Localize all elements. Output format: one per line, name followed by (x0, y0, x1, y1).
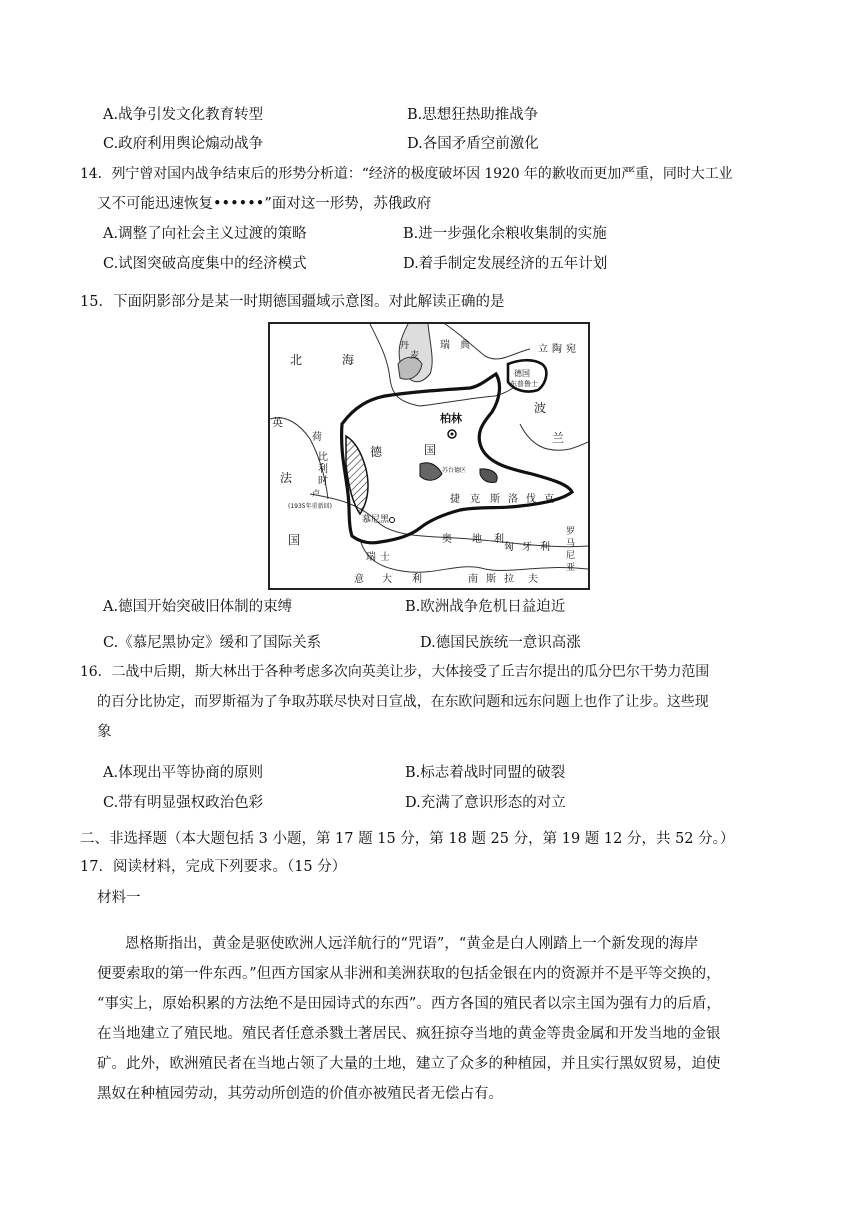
map-label-berlin: 柏林 (440, 412, 462, 425)
map-label-luxembourg: 卢 (312, 489, 320, 498)
map-label-czech-6: 克 (544, 494, 554, 505)
map-label-denmark-1: 丹 (400, 341, 410, 351)
map-label-belgium-2: 利 (318, 464, 328, 475)
section2-heading: 二、非选择题（本大题包括 3 小题，第 17 题 15 分，第 18 题 25 分，第 19 题 12 分，共 52 分。） (80, 831, 735, 847)
q17-stem: 17．阅读材料，完成下列要求。（15 分） (80, 859, 347, 875)
map-label-austria-2: 地 (472, 534, 482, 545)
map-label-sweden-2: 典 (460, 340, 470, 351)
material-1-title: 材料一 (97, 890, 141, 906)
map-label-austria-3: 利 (494, 534, 504, 545)
q16-option-b: B.标志着战时同盟的破裂 (405, 765, 566, 781)
q15-option-a: A.德国开始突破旧体制的束缚 (103, 599, 293, 615)
map-label-belgium-3: 时 (318, 476, 328, 487)
map-label-east-prussia: 东普鲁士 (510, 380, 538, 388)
map-label-belgium-1: 比 (318, 452, 328, 463)
map-label-france-2: 国 (288, 533, 301, 547)
map-label-lithuania-1: 立 (538, 344, 548, 355)
material-paragraph-line6: 黑奴在种植园劳动，其劳动所创造的价值亦被殖民者无偿占有。 (97, 1086, 503, 1102)
material-paragraph-line2: 便要索取的第一件东西。”但西方国家从非洲和美洲获取的包括金银在内的资源并不是平等交换的， (97, 966, 721, 982)
map-label-italy-3: 利 (412, 574, 422, 585)
q16-option-d: D.充满了意识形态的对立 (405, 795, 566, 811)
map-label-yugoslavia-2: 斯 (486, 574, 496, 585)
map-label-munich: 慕尼黑 (362, 515, 390, 525)
germany-territory-map (268, 322, 590, 590)
map-label-saar-note: (1935年重新回) (288, 503, 332, 510)
map-drawing (270, 324, 588, 588)
map-label-sudetenland: 苏台德区 (442, 467, 467, 474)
map-label-netherlands: 荷 (312, 432, 322, 443)
map-label-britain: 英 (272, 416, 283, 429)
q14-stem-line2: 又不可能迅速恢复••••••”面对这一形势，苏俄政府 (97, 196, 432, 212)
map-label-yugoslavia-4: 夫 (528, 574, 538, 585)
q14-option-d: D.着手制定发展经济的五年计划 (403, 256, 608, 272)
map-label-romania-1: 罗 (566, 527, 576, 537)
q16-stem-line1: 16．二战中后期，斯大林出于各种考虑多次向英美让步，大体接受了丘吉尔提出的瓜分巴尔干势力范围 (80, 664, 710, 680)
map-label-hungary-3: 利 (540, 542, 550, 553)
map-label-czech-4: 洛 (508, 494, 518, 505)
q13-option-a: A.战争引发文化教育转型 (103, 107, 264, 123)
map-label-romania-2: 马 (566, 539, 576, 549)
q16-stem-line2: 的百分比协定，而罗斯福为了争取苏联尽快对日宣战，在东欧问题和远东问题上也作了让步。这些现 (97, 694, 709, 710)
q13-option-c: C.政府利用舆论煽动战争 (103, 136, 264, 152)
material-paragraph-line1: 恩格斯指出，黄金是驱使欧洲人远洋航行的“咒语”，“黄金是白人刚踏上一个新发现的海岸 (125, 936, 699, 952)
q15-option-c: C.《慕尼黑协定》缓和了国际关系 (103, 635, 322, 651)
map-label-czech-5: 伐 (526, 494, 536, 505)
material-paragraph-line5: 矿。此外，欧洲殖民者在当地占领了大量的土地，建立了众多的种植园，并且实行黑奴贸易，迫使 (97, 1056, 721, 1072)
q14-stem-line1: 14．列宁曾对国内战争结束后的形势分析道：“经济的极度破坏因 1920 年的歉收而更加严重，同时大工业 (80, 166, 733, 182)
map-label-hungary-1: 匈 (504, 542, 514, 553)
map-label-denmark-2: 麦 (410, 351, 420, 361)
q15-stem: 15．下面阴影部分是某一时期德国疆域示意图。对此解读正确的是 (80, 294, 505, 310)
q16-option-a: A.体现出平等协商的原则 (103, 765, 264, 781)
q16-stem-line3: 象 (97, 724, 112, 740)
map-label-czech-1: 捷 (450, 494, 460, 505)
map-label-switzerland-1: 瑞 (366, 552, 376, 563)
map-label-sweden-1: 瑞 (440, 340, 450, 351)
map-label-poland-2: 兰 (552, 431, 565, 445)
map-label-italy-1: 意 (354, 574, 364, 585)
map-label-poland-1: 波 (534, 401, 547, 415)
map-label-yugoslavia-3: 拉 (504, 574, 514, 585)
map-label-yugoslavia-1: 南 (468, 574, 478, 585)
map-label-lithuania-3: 宛 (566, 344, 576, 355)
material-paragraph-line3: “事实上，原始积累的方法绝不是田园诗式的东西”。西方各国的殖民者以宗主国为强有力的后盾， (97, 996, 721, 1012)
map-label-romania-3: 尼 (566, 551, 576, 561)
map-label-germany-2: 国 (424, 443, 437, 457)
map-label-switzerland-2: 士 (380, 552, 390, 563)
q13-option-b: B.思想狂热助推战争 (407, 107, 539, 123)
q16-option-c: C.带有明显强权政治色彩 (103, 795, 264, 811)
q13-option-d: D.各国矛盾空前激化 (407, 136, 539, 152)
material-paragraph-line4: 在当地建立了殖民地。殖民者任意杀戮土著居民、疯狂掠夺当地的黄金等贵金属和开发当地的金银 (97, 1026, 721, 1042)
map-label-italy-2: 大 (382, 574, 392, 585)
q15-option-d: D.德国民族统一意识高涨 (420, 635, 581, 651)
map-label-austria-1: 奥 (442, 534, 452, 545)
q14-option-c: C.试图突破高度集中的经济模式 (103, 256, 307, 272)
map-label-germany-ep: 德国 (514, 369, 530, 378)
map-label-romania-4: 亚 (566, 563, 576, 573)
map-label-north: 北 (290, 353, 303, 367)
map-label-czech-2: 克 (470, 494, 480, 505)
q15-option-b: B.欧洲战争危机日益迫近 (405, 599, 566, 615)
q14-option-a: A.调整了向社会主义过渡的策略 (103, 226, 307, 242)
map-label-lithuania-2: 陶 (552, 344, 562, 355)
q14-option-b: B.进一步强化余粮收集制的实施 (403, 226, 607, 242)
map-label-france-1: 法 (280, 471, 293, 485)
map-label-sea: 海 (342, 353, 355, 367)
map-label-germany-1: 德 (370, 445, 383, 459)
map-label-czech-3: 斯 (490, 494, 500, 505)
map-label-hungary-2: 牙 (522, 542, 532, 553)
